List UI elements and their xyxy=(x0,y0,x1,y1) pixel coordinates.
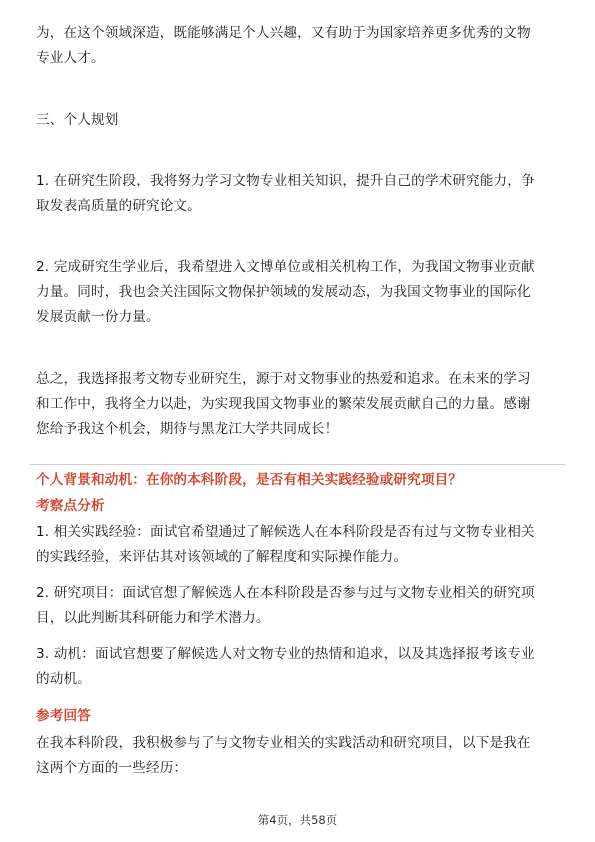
paragraph-line: 发展贡献一份力量。 xyxy=(36,309,160,325)
paragraph-line: 专业人才。 xyxy=(36,50,105,66)
paragraph-line: 1. 在研究生阶段，我将努力学习文物专业相关知识，提升自己的学术研究能力，争 xyxy=(36,173,535,189)
paragraph-line: 您给予我这个机会，期待与黑龙江大学共同成长！ xyxy=(36,421,339,437)
section-title: 三、个人规划 xyxy=(36,112,119,128)
paragraph-line: 2. 完成研究生学业后，我希望进入文博单位或相关机构工作，为我国文物事业贡献 xyxy=(36,259,535,275)
page-number: 第4页，共58页 xyxy=(257,813,338,827)
question-title: 个人背景和动机：在你的本科阶段，是否有相关实践经验或研究项目？ xyxy=(36,472,463,488)
answer-line: 在我本科阶段，我积极参与了与文物专业相关的实践活动和研究项目，以下是我在 xyxy=(36,735,531,751)
analysis-line: 目，以此判断其科研能力和学术潜力。 xyxy=(36,610,270,626)
paragraph-line: 取发表高质量的研究论文。 xyxy=(36,198,201,214)
paragraph-line: 和工作中，我将全力以赴，为实现我国文物事业的繁荣发展贡献自己的力量。感谢 xyxy=(36,396,531,412)
divider xyxy=(30,464,565,465)
analysis-line: 1. 相关实践经验：面试官希望通过了解候选人在本科阶段是否有过与文物专业相关 xyxy=(36,524,535,540)
answer-heading: 参考回答 xyxy=(36,708,91,724)
analysis-line: 3. 动机：面试官想要了解候选人对文物专业的热情和追求，以及其选择报考该专业 xyxy=(36,646,535,662)
paragraph-line: 力量。同时，我也会关注国际文物保护领域的发展动态，为我国文物事业的国际化 xyxy=(36,284,531,300)
answer-line: 这两个方面的一些经历： xyxy=(36,760,188,776)
paragraph-line: 总之，我选择报考文物专业研究生，源于对文物事业的热爱和追求。在未来的学习 xyxy=(36,371,531,387)
analysis-line: 的实践经验，来评估其对该领域的了解程度和实际操作能力。 xyxy=(36,549,408,565)
analysis-heading: 考察点分析 xyxy=(36,498,105,514)
analysis-line: 的动机。 xyxy=(36,671,91,687)
paragraph-line: 为，在这个领域深造，既能够满足个人兴趣，又有助于为国家培养更多优秀的文物 xyxy=(36,25,531,41)
analysis-line: 2. 研究项目：面试官想了解候选人在本科阶段是否参与过与文物专业相关的研究项 xyxy=(36,585,535,601)
